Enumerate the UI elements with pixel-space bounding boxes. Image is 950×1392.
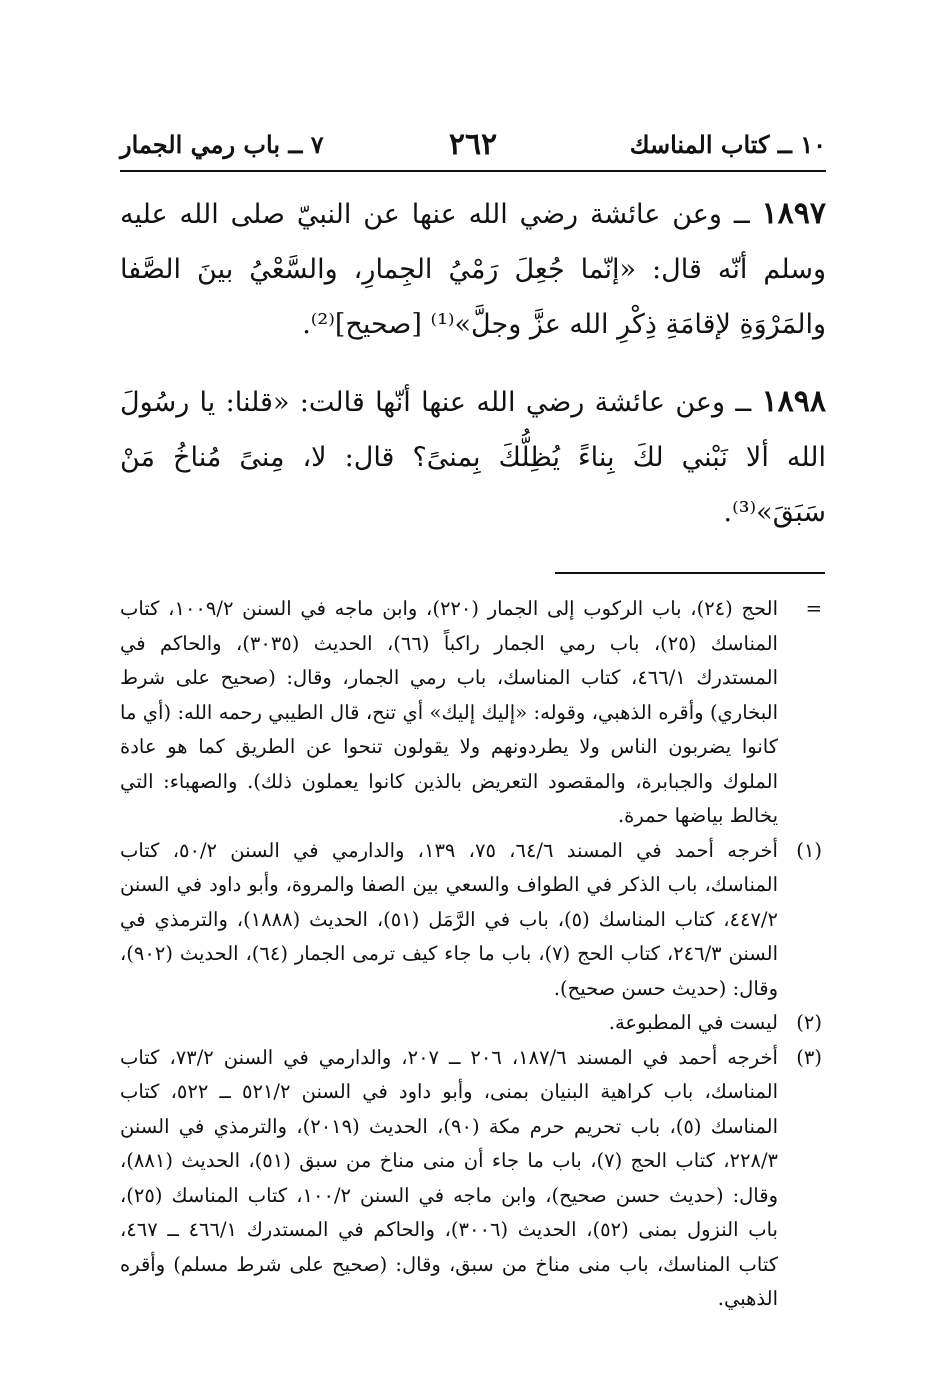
page-number: ٢٦٢ xyxy=(448,126,498,162)
header-rule xyxy=(120,170,826,172)
main-text xyxy=(120,186,826,562)
footnote-text: أخرجه أحمد في المسند ١٨٧/٦، ٢٠٦ ــ ٢٠٧، والدارمي في السنن ٧٣/٢، كتاب المناسك، باب كراهية البنيان بمنى، وأبو داود في السنن ٥٢١/٢ ــ ٥٢٢، كتاب المناسك (٥)، باب تحريم حرم مكة (٩٠)، الحديث (٢٠١٩)، والترمذي في السنن ٢٢٨/٣، كتاب الحج (٧)، باب ما جاء أن منى مناخ من سبق (٥١)، الحديث (٨٨١)، وقال: (حديث حسن صحيح)، وابن ماجه في السنن ١٠٠/٢، كتاب المناسك (٢٥)، باب النزول بمنى (٥٢)، الحديث (٣٠٠٦)، والحاكم في المستدرك ٤٦٦/١ ــ ٤٦٧، كتاب المناسك، باب منى مناخ من سبق، وقال: (صحيح على شرط مسلم) وأقره الذهبي. xyxy=(120,1045,779,1310)
footnote-1 xyxy=(120,834,822,1007)
footnotes xyxy=(120,592,822,1317)
header-section: ٧ ــ باب رمي الجمار xyxy=(120,129,324,159)
hadith-text: ــ وعن عائشة رضي الله عنها أنّها قالت: «قلنا: يا رسُولَ الله ألا نَبْني لكَ بِناءً يُظِلُّكَ بِمنىً؟ قال: لا، مِنىً مُناخُ مَنْ سَبَقَ»⁽³⁾. xyxy=(120,387,826,528)
footnote-text: ليست في المطبوعة. xyxy=(608,1011,778,1034)
footnote-separator xyxy=(555,572,825,574)
footnote-text: الحج (٢٤)، باب الركوب إلى الجمار (٢٢٠)، وابن ماجه في السنن ١٠٠٩/٢، كتاب المناسك (٢٥)، باب رمي الجمار راكباً (٦٦)، الحديث (٣٠٣٥)، والحاكم في المستدرك ٤٦٦/١، كتاب المناسك، باب رمي الجمار، وقال: (صحيح على شرط البخاري) وأقره الذهبي، وقوله: «إليك إليك» أي تنح، قال الطيبي رحمه الله: (أي ما كانوا يضربون الناس ولا يطردونهم ولا يقولون تنحوا عن الطريق كما هو عادة الملوك والجبابرة، والمقصود التعريض بالذين كانوا يعملون ذلك). والصهباء: التي يخالط بياضها حمرة. xyxy=(120,597,778,827)
footnote-text: أخرجه أحمد في المسند ٦٤/٦، ٧٥، ١٣٩، والدارمي في السنن ٥٠/٢، كتاب المناسك، باب الذكر في الطواف والسعي بين الصفا والمروة، وأبو داود في السنن ٤٤٧/٢، كتاب المناسك (٥)، باب في الرَّمَل (٥١)، الحديث (١٨٨٨)، والترمذي في السنن ٢٤٦/٣، كتاب الحج (٧)، باب ما جاء كيف ترمى الجمار (٦٤)، الحديث (٩٠٢)، وقال: (حديث حسن صحيح). xyxy=(120,838,779,1000)
footnote-mark: = xyxy=(805,597,822,620)
running-header xyxy=(120,122,826,166)
header-chapter: ١٠ ــ كتاب المناسك xyxy=(629,129,826,159)
footnote-mark: (١) xyxy=(796,838,822,862)
hadith-1898 xyxy=(120,374,826,540)
footnote-3 xyxy=(120,1041,822,1317)
footnote-mark: (٢) xyxy=(796,1011,822,1034)
hadith-1897 xyxy=(120,186,826,352)
footnote-continued xyxy=(120,592,822,834)
footnote-2 xyxy=(120,1006,822,1041)
hadith-number: ١٨٩٧ xyxy=(761,196,826,231)
footnote-mark: (٣) xyxy=(796,1045,822,1069)
hadith-number: ١٨٩٨ xyxy=(761,384,826,419)
hadith-text: ــ وعن عائشة رضي الله عنها عن النبيّ صلى الله عليه وسلم أنّه قال: «إنّما جُعِلَ رَمْيُ الجِمارِ، والسَّعْيُ بينَ الصَّفا والمَرْوَةِ لإقامَةِ ذِكْرِ الله عزَّ وجلَّ»⁽¹⁾ [صحيح]⁽²⁾. xyxy=(120,199,826,340)
